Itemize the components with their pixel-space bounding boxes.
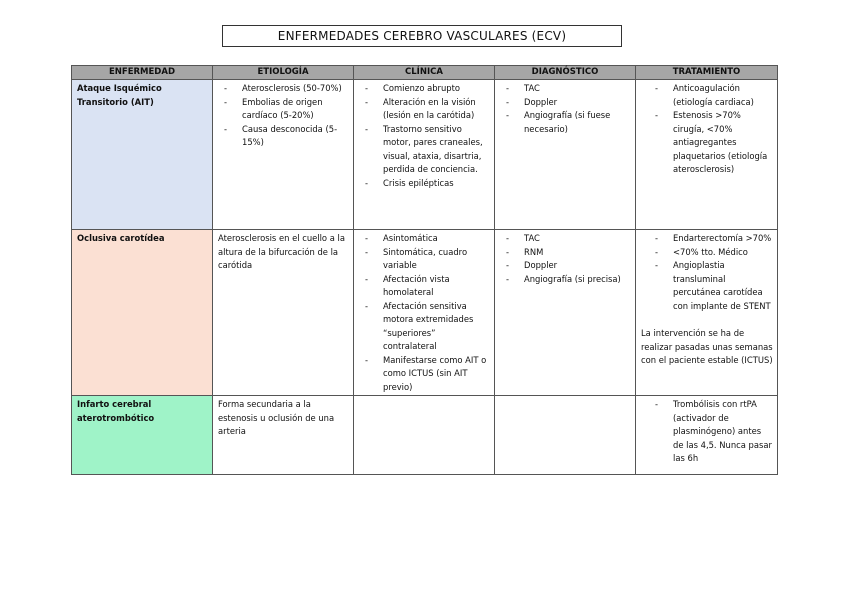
list-item: - Manifestarse como AIT o como ICTUS (sin AIT previo) bbox=[359, 354, 490, 395]
list-item: - Doppler bbox=[500, 259, 631, 273]
diagnostico-cell bbox=[495, 80, 636, 230]
header-tratamiento: TRATAMIENTO bbox=[636, 66, 778, 80]
list-item: - Estenosis >70% cirugía, <70% antiagregantes plaquetarios (etiología aterosclerosis) bbox=[641, 109, 773, 177]
list-item: - Angiografía (si precisa) bbox=[500, 273, 631, 287]
clinica-cell bbox=[354, 230, 495, 396]
table-row-infarto bbox=[72, 396, 778, 475]
list-item: - TAC bbox=[500, 232, 631, 246]
document-title: ENFERMEDADES CEREBRO VASCULARES (ECV) bbox=[222, 25, 622, 47]
list-item: - Anticoagulación (etiología cardiaca) bbox=[641, 82, 773, 109]
diagnostico-cell bbox=[495, 230, 636, 396]
tratamiento-list bbox=[641, 232, 773, 313]
header-clinica: CLÍNICA bbox=[354, 66, 495, 80]
list-item: - Embolias de origen cardíaco (5-20%) bbox=[218, 96, 349, 123]
tratamiento-cell bbox=[636, 396, 778, 475]
disease-name-cell: Infarto cerebral aterotrombótico bbox=[72, 396, 213, 475]
header-diagnostico: DIAGNÓSTICO bbox=[495, 66, 636, 80]
tratamiento-cell bbox=[636, 230, 778, 396]
list-item: - Trastorno sensitivo motor, pares craneales, visual, ataxia, disartria, perdida de conciencia. bbox=[359, 123, 490, 177]
list-item: - RNM bbox=[500, 246, 631, 260]
etiologia-cell: Aterosclerosis en el cuello a la altura de la bifurcación de la carótida bbox=[213, 230, 354, 396]
list-item: - Crisis epilépticas bbox=[359, 177, 490, 191]
list-item: - Asintomática bbox=[359, 232, 490, 246]
list-item: - Causa desconocida (5-15%) bbox=[218, 123, 349, 150]
list-item: - Sintomática, cuadro variable bbox=[359, 246, 490, 273]
disease-name-cell: Oclusiva carotídea bbox=[72, 230, 213, 396]
table-row-oclusiva bbox=[72, 230, 778, 396]
header-enfermedad: ENFERMEDAD bbox=[72, 66, 213, 80]
list-item: - Angiografía (si fuese necesario) bbox=[500, 109, 631, 136]
list-item: - Afectación sensitiva motora extremidades “superiores” contralateral bbox=[359, 300, 490, 354]
etiologia-cell: Forma secundaria a la estenosis u oclusión de una arteria bbox=[213, 396, 354, 475]
tratamiento-cell bbox=[636, 80, 778, 230]
tratamiento-list bbox=[641, 82, 773, 177]
diagnostico-list bbox=[500, 232, 631, 286]
list-item: - Endarterectomía >70% bbox=[641, 232, 773, 246]
clinica-cell bbox=[354, 80, 495, 230]
list-item: - Angioplastia transluminal percutánea carotídea con implante de STENT bbox=[641, 259, 773, 313]
disease-name-cell: Ataque Isquémico Transitorio (AIT) bbox=[72, 80, 213, 230]
tratamiento-note: La intervención se ha de realizar pasadas unas semanas con el paciente estable (ICTUS) bbox=[641, 328, 773, 365]
table-row-ait bbox=[72, 80, 778, 230]
clinica-list bbox=[359, 82, 490, 190]
list-item: - Doppler bbox=[500, 96, 631, 110]
clinica-cell bbox=[354, 396, 495, 475]
list-item: - Afectación vista homolateral bbox=[359, 273, 490, 300]
list-item: - Trombólisis con rtPA (activador de plasminógeno) antes de las 4,5. Nunca pasar las 6h bbox=[641, 398, 773, 466]
clinica-list bbox=[359, 232, 490, 394]
list-item: - Comienzo abrupto bbox=[359, 82, 490, 96]
diagnostico-cell bbox=[495, 396, 636, 475]
list-item: - TAC bbox=[500, 82, 631, 96]
ecv-table bbox=[71, 65, 778, 475]
list-item: - <70% tto. Médico bbox=[641, 246, 773, 260]
diagnostico-list bbox=[500, 82, 631, 136]
etiologia-list bbox=[218, 82, 349, 150]
list-item: - Aterosclerosis (50-70%) bbox=[218, 82, 349, 96]
header-row bbox=[72, 66, 778, 80]
etiologia-cell bbox=[213, 80, 354, 230]
tratamiento-list bbox=[641, 398, 773, 466]
header-etiologia: ETIOLOGÍA bbox=[213, 66, 354, 80]
list-item: - Alteración en la visión (lesión en la carótida) bbox=[359, 96, 490, 123]
